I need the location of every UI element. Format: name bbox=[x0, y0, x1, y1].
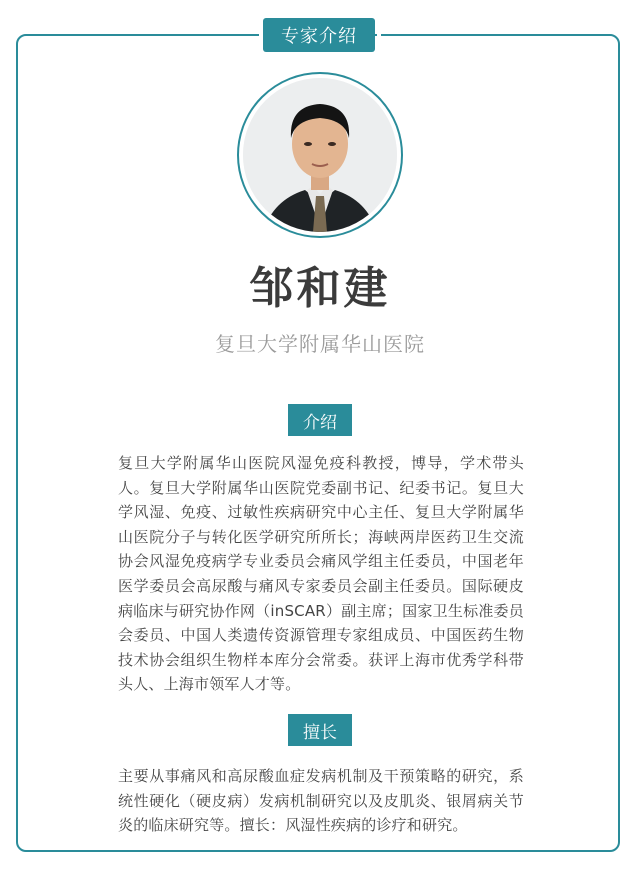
portrait-image bbox=[243, 78, 397, 232]
expert-name: 邹和建 bbox=[249, 263, 391, 314]
avatar-frame bbox=[237, 72, 403, 238]
hospital-name: 复旦大学附属华山医院 bbox=[215, 332, 425, 356]
expertise-text: 主要从事痛风和高尿酸血症发病机制及干预策略的研究，系统性硬化（硬皮病）发病机制研究以及皮肌炎、银屑病关节炎的临床研究等。擅长：风湿性疾病的诊疗和研究。 bbox=[118, 767, 524, 835]
intro-section-label: 介绍 bbox=[288, 404, 352, 436]
header-title: 专家介绍 bbox=[263, 18, 375, 52]
expertise-section-label: 擅长 bbox=[288, 714, 352, 746]
avatar bbox=[243, 78, 397, 232]
intro-text: 复旦大学附属华山医院风湿免疫科教授，博导，学术带头人。复旦大学附属华山医院党委副书记、纪委书记。复旦大学风湿、免疫、过敏性疾病研究中心主任、复旦大学附属华山医院分子与转化医学研究所所长；海峡两岸医药卫生交流协会风湿免疫病学专业委员会痛风学组主任委员，中国老年医学委员会高尿酸与痛风专家委员会副主任委员。国际硬皮病临床与研究协作网（inSCAR）副主席；国家卫生标准委员会委员、中国人类遗传资源管理专家组成员、中国医药生物技术协会组织生物样本库分会常委。获评上海市优秀学科带头人、上海市领军人才等。 bbox=[118, 454, 524, 694]
tab-notch-right bbox=[377, 18, 381, 52]
